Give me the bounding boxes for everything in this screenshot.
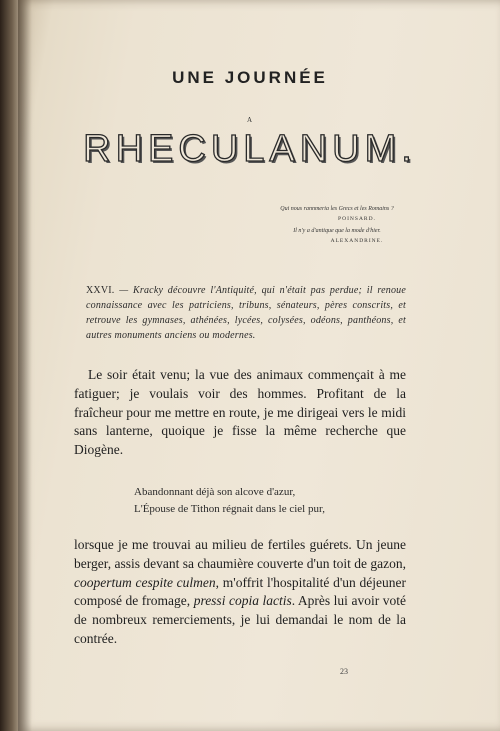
gutter-shadow [18, 0, 32, 731]
paragraph-2-text: . Après lui avoir voté de nombreux remerciements, je lui demandai le nom de la contrée. [74, 593, 406, 646]
title-top: UNE JOURNÉE [172, 68, 328, 87]
chapter-number: XXVI. [86, 285, 115, 296]
paragraph-2-text: , m'offrit l'hospitalité d'un déjeuner composé de fromage, [74, 574, 406, 609]
epigraph-author: ALEXANDRINE. [330, 238, 384, 244]
page-number: 23 [340, 667, 348, 676]
paragraph-2 [74, 536, 406, 649]
title-connector: A [246, 116, 254, 124]
chapter-summary [86, 283, 406, 343]
epigraph-2 [262, 226, 412, 246]
epigraph-author: POINSARD. [338, 216, 376, 222]
epigraph-1 [262, 204, 412, 224]
paragraph-1: Le soir était venu; la vue des animaux commençait à me fatiguer; je voulais voir des hommes. Profitant de la fraîcheur pour me mettre en route, je me dirigeai vers le midi sans lanterne, quoique je fisse la même recherche que Diogène. [74, 367, 406, 458]
verse-line-1: Abandonnant déjà son alcove d'azur, [134, 486, 296, 498]
page-title: RHECULANUM. [83, 128, 417, 170]
latin-quote-1: coopertum cespite culmen [74, 574, 216, 590]
summary-text: — Kracky découvre l'Antiquité, qui n'était pas perdue; il renoue connaissance avec les patriciens, tribuns, sénateurs, pères conscrits, et retrouve les gymnases, athénées, lycées, colysées, odéons, panthéons, et autres monuments anciens ou modernes. [86, 285, 406, 341]
verse-line-2: L'Épouse de Tithon régnait dans le ciel pur, [134, 503, 325, 515]
latin-quote-2: pressi copia lactis [193, 593, 292, 609]
epigraph-quote: Il n'y a d'antique que la mode d'hier. [293, 228, 381, 234]
epigraph-quote: Qui nous rannmeria les Grecs et les Romains ? [280, 206, 394, 212]
paragraph-2-text: lorsque je me trouvai au milieu de fertiles guérets. Un jeune berger, assis devant sa chaumière couverte d'un toit de gazon, [74, 537, 406, 571]
